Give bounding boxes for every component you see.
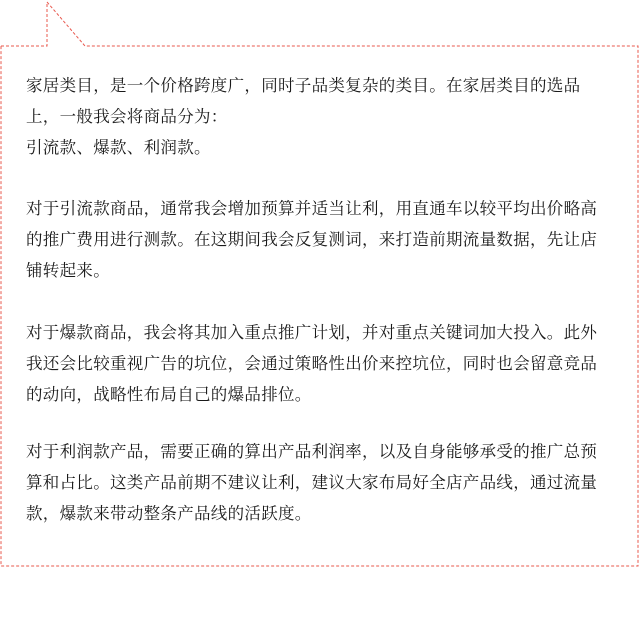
- paragraph-line: 对于引流款商品，通常我会增加预算并适当让利，用直通车以较平均出价略高: [26, 199, 598, 218]
- paragraph-line: 我还会比较重视广告的坑位，会通过策略性出价来控坑位，同时也会留意竞品: [26, 354, 598, 373]
- paragraph-intro: [26, 70, 618, 163]
- paragraph-hot-product: [26, 317, 618, 410]
- paragraph-line: 铺转起来。: [26, 261, 110, 280]
- paragraph-line: 的动向，战略性布局自己的爆品排位。: [26, 385, 312, 404]
- paragraph-profit-product: [26, 436, 618, 529]
- paragraph-traffic-product: [26, 193, 618, 286]
- paragraph-line: 上，一般我会将商品分为：: [26, 107, 228, 126]
- paragraph-line: 对于利润款产品，需要正确的算出产品利润率，以及自身能够承受的推广总预: [26, 442, 598, 461]
- paragraph-line: 算和占比。这类产品前期不建议让利，建议大家布局好全店产品线，通过流量: [26, 473, 598, 492]
- paragraph-line: 的推广费用进行测款。在这期间我会反复测词，来打造前期流量数据，先让店: [26, 230, 598, 249]
- paragraph-line: 款，爆款来带动整条产品线的活跃度。: [26, 504, 312, 523]
- paragraph-line: 对于爆款商品，我会将其加入重点推广计划，并对重点关键词加大投入。此外: [26, 323, 598, 342]
- paragraph-line: 引流款、爆款、利润款。: [26, 138, 211, 157]
- paragraph-line: 家居类目，是一个价格跨度广，同时子品类复杂的类目。在家居类目的选品: [26, 76, 581, 95]
